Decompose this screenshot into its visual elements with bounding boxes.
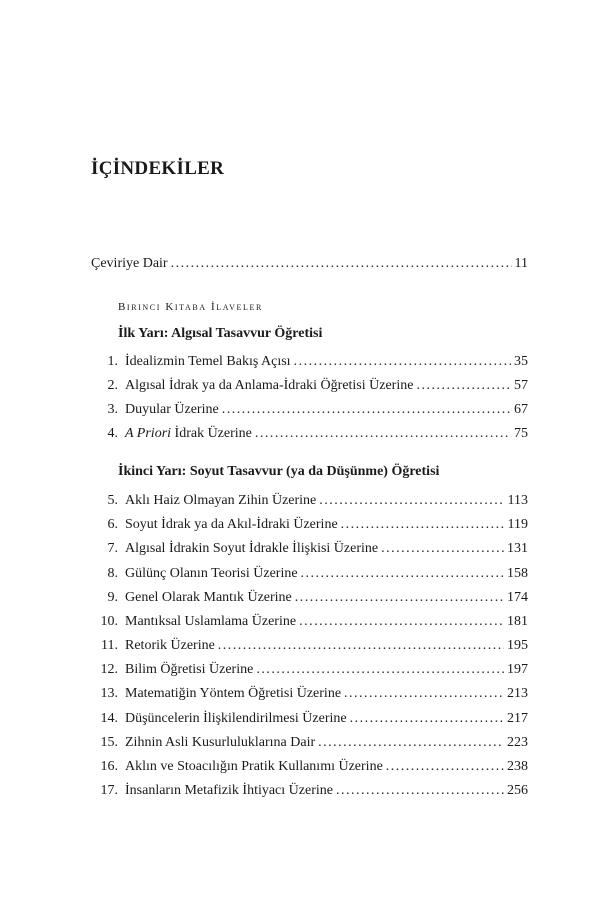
toc-entry[interactable] xyxy=(91,564,528,584)
toc-entry[interactable] xyxy=(91,684,528,704)
toc-entry-page: 238 xyxy=(507,759,528,774)
toc-entry[interactable] xyxy=(91,612,528,632)
toc-entry-page: 11 xyxy=(514,256,528,271)
dot-leader xyxy=(319,491,504,511)
dot-leader xyxy=(416,376,511,396)
toc-entry-title: Algısal İdrakin Soyut İdrakle İlişkisi Üzerine xyxy=(125,541,379,556)
toc-entry-title: Mantıksal Uslamlama Üzerine xyxy=(125,614,297,629)
toc-entry[interactable] xyxy=(91,757,528,777)
toc-entry-page: 174 xyxy=(507,590,528,605)
toc-entry[interactable] xyxy=(91,515,528,535)
toc-entry-page: 195 xyxy=(507,638,528,653)
toc-entry[interactable] xyxy=(91,733,528,753)
dot-leader xyxy=(294,352,511,372)
dot-leader xyxy=(256,660,504,680)
toc-entry[interactable] xyxy=(91,424,528,444)
toc-entry-number: 7. xyxy=(107,541,118,556)
toc-entry-page: 67 xyxy=(514,402,528,417)
part-heading-2: İkinci Yarı: Soyut Tasavvur (ya da Düşünme) Öğretisi xyxy=(118,464,440,479)
dot-leader xyxy=(381,539,504,559)
toc-entry-title: Aklın ve Stoacılığın Pratik Kullanımı Üzerine xyxy=(125,759,383,774)
toc-entry-title: Bilim Öğretisi Üzerine xyxy=(125,662,254,677)
toc-entry-number: 3. xyxy=(107,402,118,417)
toc-entry-number: 6. xyxy=(107,517,118,532)
toc-entry-page: 57 xyxy=(514,378,528,393)
toc-entry-title: Duyular Üzerine xyxy=(125,402,219,417)
toc-entry-number: 2. xyxy=(107,378,118,393)
dot-leader xyxy=(336,781,504,801)
toc-entry-page: 223 xyxy=(507,735,528,750)
toc-entry-page: 35 xyxy=(514,354,528,369)
dot-leader xyxy=(301,564,504,584)
toc-entry-title: Soyut İdrak ya da Akıl-İdraki Üzerine xyxy=(125,517,338,532)
dot-leader xyxy=(350,709,504,729)
toc-entry[interactable] xyxy=(91,491,528,511)
toc-entry-title: Düşüncelerin İlişkilendirilmesi Üzerine xyxy=(125,711,347,726)
toc-entry-preface[interactable] xyxy=(91,254,528,274)
toc-entry[interactable] xyxy=(91,352,528,372)
dot-leader xyxy=(299,612,504,632)
toc-entry-number: 15. xyxy=(100,735,118,750)
toc-entry-title: Çeviriye Dair xyxy=(91,256,168,271)
toc-entry-page: 256 xyxy=(507,783,528,798)
toc-entry[interactable] xyxy=(91,539,528,559)
toc-entry[interactable] xyxy=(91,636,528,656)
toc-entry-number: 9. xyxy=(107,590,118,605)
toc-entry[interactable] xyxy=(91,400,528,420)
dot-leader xyxy=(344,684,504,704)
toc-entry-title: Matematiğin Yöntem Öğretisi Üzerine xyxy=(125,686,342,701)
toc-entry[interactable] xyxy=(91,588,528,608)
toc-entry-page: 131 xyxy=(507,541,528,556)
toc-entry-title-italic: A Priori xyxy=(125,426,172,441)
dot-leader xyxy=(171,254,512,274)
toc-entry-title-rest: İdrak Üzerine xyxy=(171,426,252,441)
part-heading-1: İlk Yarı: Algısal Tasavvur Öğretisi xyxy=(118,326,323,341)
toc-entry-number: 17. xyxy=(100,783,118,798)
dot-leader xyxy=(386,757,504,777)
toc-entry-title: Retorik Üzerine xyxy=(125,638,215,653)
toc-entry-number: 10. xyxy=(100,614,118,629)
toc-entry-page: 197 xyxy=(507,662,528,677)
toc-entry-number: 5. xyxy=(107,493,118,508)
toc-entry-title: Zihnin Asli Kusurluluklarına Dair xyxy=(125,735,316,750)
toc-entry-page: 213 xyxy=(507,686,528,701)
toc-entry-number: 16. xyxy=(100,759,118,774)
section-label: Birinci Kitaba İlaveler xyxy=(118,301,263,313)
toc-entry-title xyxy=(125,424,252,444)
page-title: İÇİNDEKİLER xyxy=(91,158,225,179)
toc-entry-number: 13. xyxy=(100,686,118,701)
toc-entry-number: 4. xyxy=(107,426,118,441)
toc-entry-title: Genel Olarak Mantık Üzerine xyxy=(125,590,292,605)
toc-entry-title: Aklı Haiz Olmayan Zihin Üzerine xyxy=(125,493,317,508)
toc-entry-number: 14. xyxy=(100,711,118,726)
toc-entry[interactable] xyxy=(91,660,528,680)
toc-entry-title: Algısal İdrak ya da Anlama-İdraki Öğretisi Üzerine xyxy=(125,378,414,393)
toc-entry-page: 113 xyxy=(507,493,528,508)
toc-entry-number: 12. xyxy=(100,662,118,677)
toc-entry-page: 158 xyxy=(507,566,528,581)
dot-leader xyxy=(318,733,504,753)
dot-leader xyxy=(218,636,504,656)
dot-leader xyxy=(295,588,504,608)
toc-entry-number: 11. xyxy=(101,638,118,653)
toc-entry-page: 217 xyxy=(507,711,528,726)
toc-entry-title: İdealizmin Temel Bakış Açısı xyxy=(125,354,291,369)
toc-entry[interactable] xyxy=(91,781,528,801)
toc-entry-number: 8. xyxy=(107,566,118,581)
toc-entry-title: Gülünç Olanın Teorisi Üzerine xyxy=(125,566,298,581)
toc-entry-page: 181 xyxy=(507,614,528,629)
toc-entry[interactable] xyxy=(91,376,528,396)
dot-leader xyxy=(255,424,511,444)
toc-entry-title: İnsanların Metafizik İhtiyacı Üzerine xyxy=(125,783,333,798)
toc-entry-page: 75 xyxy=(514,426,528,441)
toc-entry-number: 1. xyxy=(107,354,118,369)
dot-leader xyxy=(222,400,511,420)
toc-entry-page: 119 xyxy=(507,517,528,532)
toc-entry[interactable] xyxy=(91,709,528,729)
dot-leader xyxy=(341,515,505,535)
